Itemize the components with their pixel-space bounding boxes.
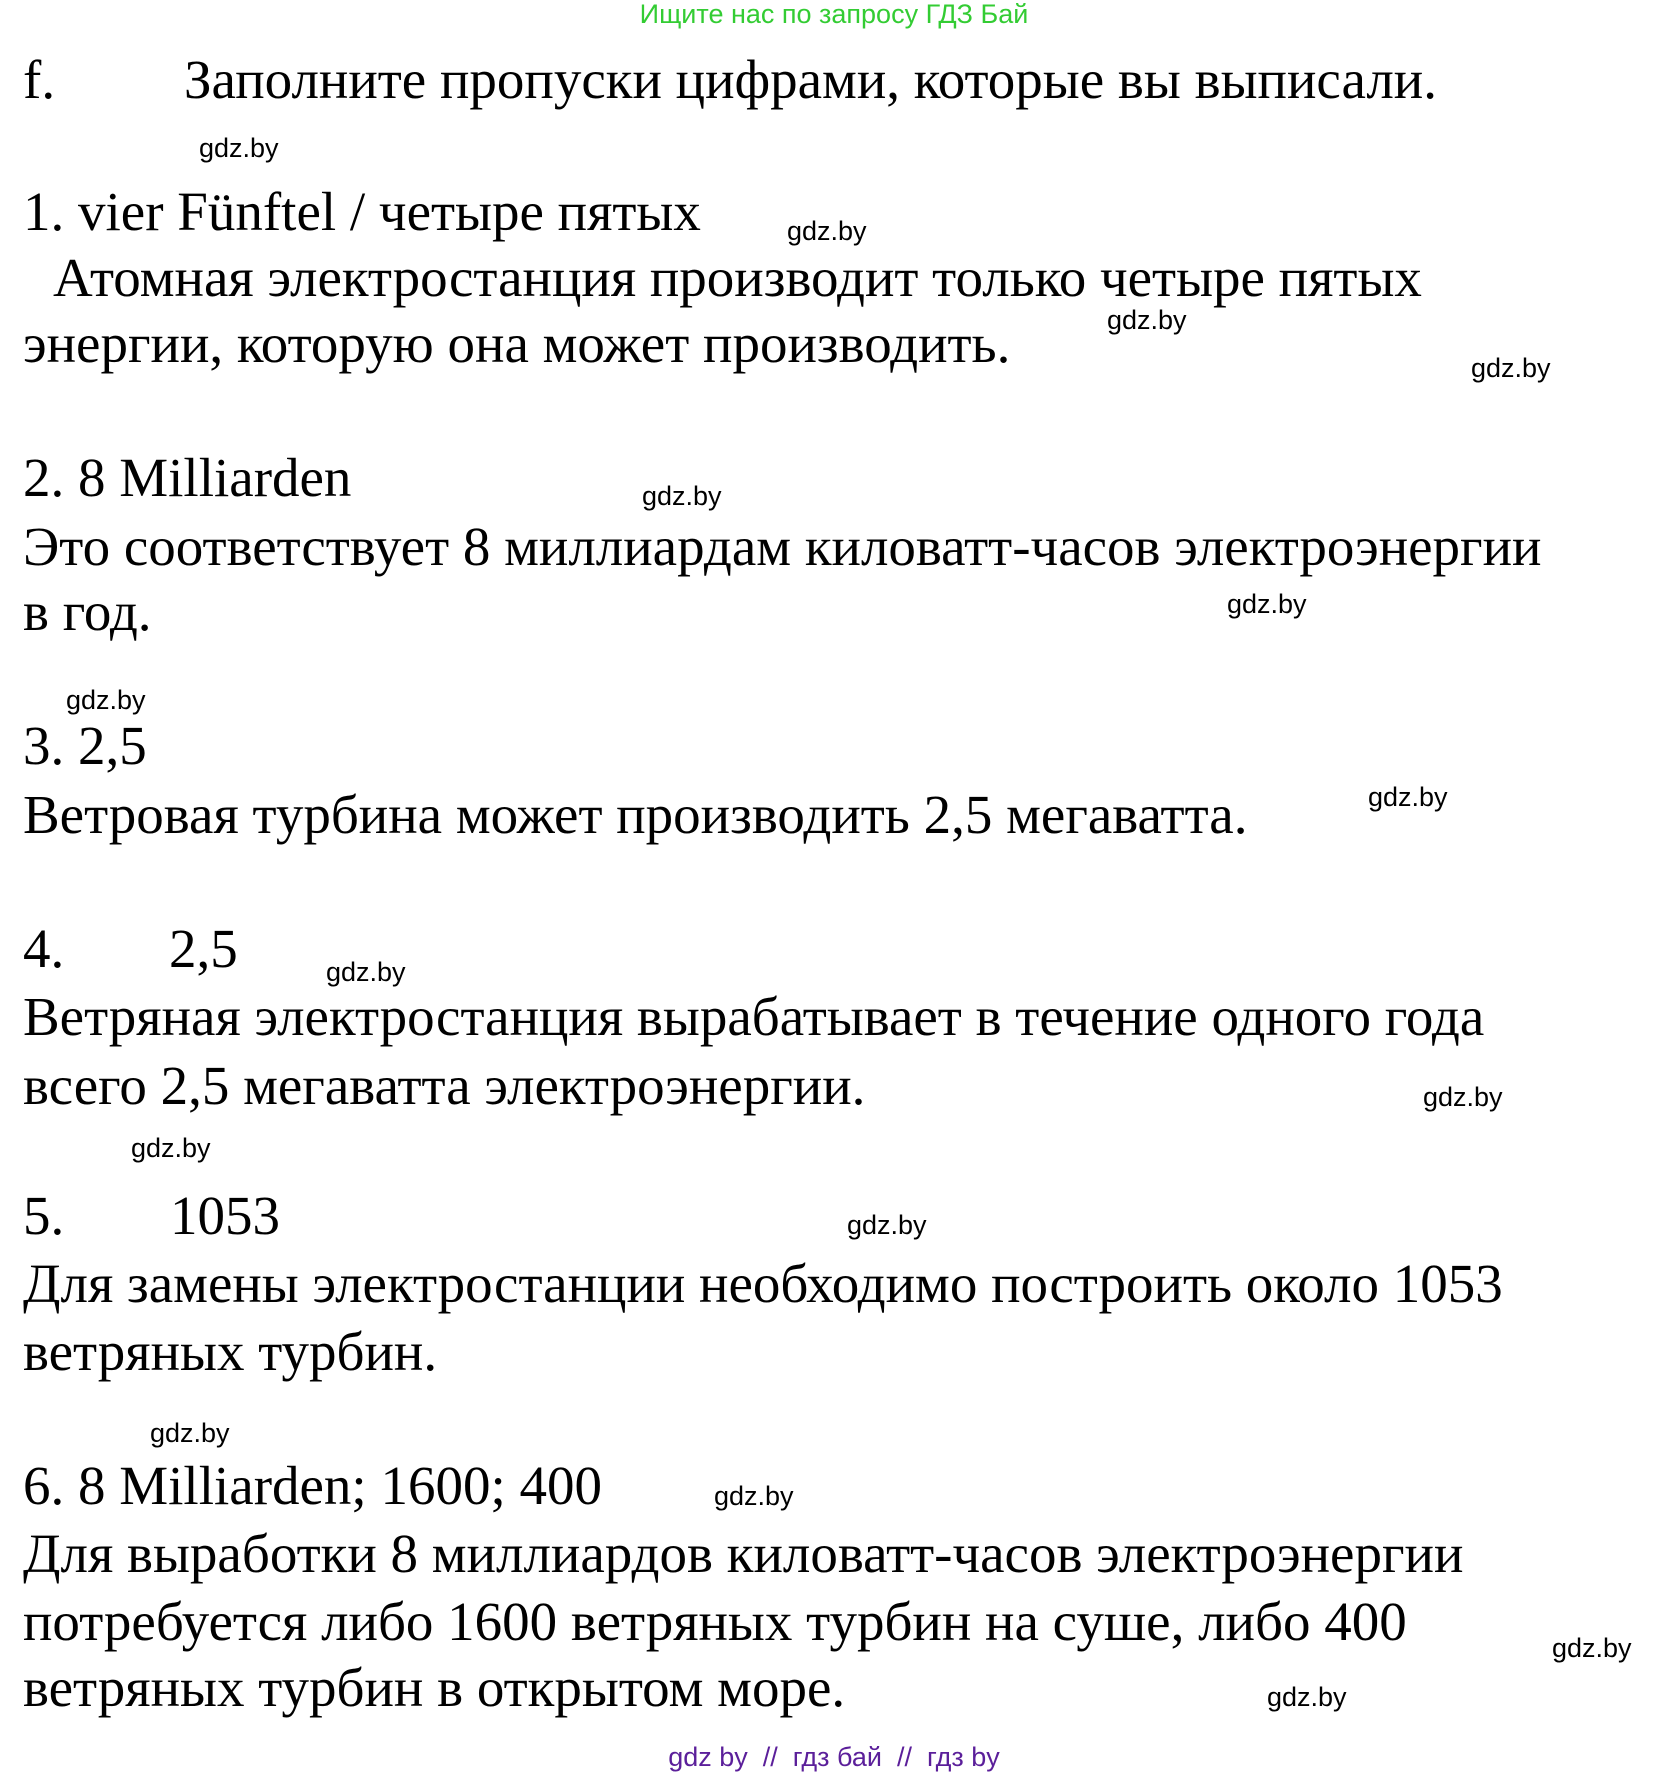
footer-watermark: gdz by // гдз бай // гдз by (668, 1742, 1000, 1772)
task-letter: f. (23, 49, 56, 110)
watermark: gdz.by (1423, 1082, 1503, 1112)
item-number: 3. (23, 715, 65, 776)
item-number: 6. (23, 1455, 65, 1516)
watermark: gdz.by (131, 1133, 211, 1163)
item-number: 2. (23, 447, 65, 508)
item-2-line-2: в год. (23, 581, 152, 642)
watermark: gdz.by (199, 133, 279, 163)
item-6-line-3: ветряных турбин в открытом море. (23, 1657, 846, 1718)
item-1-line-2: энергии, которую она может производить. (23, 313, 1011, 374)
watermark: gdz.by (1227, 589, 1307, 619)
item-answer: 2,5 (78, 715, 147, 776)
item-1-line-1: Атомная электростанция производит только четыре пятых (53, 247, 1422, 308)
item-answer: 8 Milliarden; 1600; 400 (78, 1455, 602, 1516)
watermark: gdz.by (1471, 353, 1551, 383)
item-1-heading (23, 181, 701, 242)
item-2-line-1: Это соответствует 8 миллиардам киловатт-часов электроэнергии (23, 516, 1542, 577)
item-5-answer: 1053 (170, 1185, 280, 1246)
watermark: gdz.by (150, 1418, 230, 1448)
item-4-line-2: всего 2,5 мегаватта электроэнергии. (23, 1055, 866, 1116)
watermark: gdz.by (1107, 305, 1187, 335)
item-5-line-1: Для замены электростанции необходимо построить около 1053 (23, 1253, 1503, 1314)
watermark: gdz.by (1267, 1682, 1347, 1712)
task-title: Заполните пропуски цифрами, которые вы выписали. (184, 49, 1437, 110)
item-answer: 8 Milliarden (78, 447, 352, 508)
item-6-line-1: Для выработки 8 миллиардов киловатт-часов электроэнергии (23, 1523, 1464, 1584)
item-4-line-1: Ветряная электростанция вырабатывает в течение одного года (23, 986, 1485, 1047)
item-answer: vier Fünftel / четыре пятых (78, 181, 701, 242)
watermark: gdz.by (1552, 1633, 1632, 1663)
watermark: gdz.by (326, 957, 406, 987)
item-5-line-2: ветряных турбин. (23, 1321, 438, 1382)
watermark: gdz.by (642, 481, 722, 511)
item-number: 1. (23, 181, 65, 242)
item-4-answer: 2,5 (169, 918, 238, 979)
item-4-number: 4. (23, 918, 65, 979)
search-banner: Ищите нас по запросу ГДЗ Бай (639, 0, 1029, 29)
watermark: gdz.by (66, 685, 146, 715)
item-6-line-2: потребуется либо 1600 ветряных турбин на суше, либо 400 (23, 1591, 1407, 1652)
watermark: gdz.by (714, 1481, 794, 1511)
item-5-number: 5. (23, 1185, 65, 1246)
item-6-heading (23, 1455, 602, 1516)
watermark: gdz.by (1368, 782, 1448, 812)
item-3-line-1: Ветровая турбина может производить 2,5 мегаватта. (23, 784, 1248, 845)
watermark: gdz.by (787, 216, 867, 246)
item-3-heading (23, 715, 147, 776)
watermark: gdz.by (847, 1210, 927, 1240)
item-2-heading (23, 447, 352, 508)
